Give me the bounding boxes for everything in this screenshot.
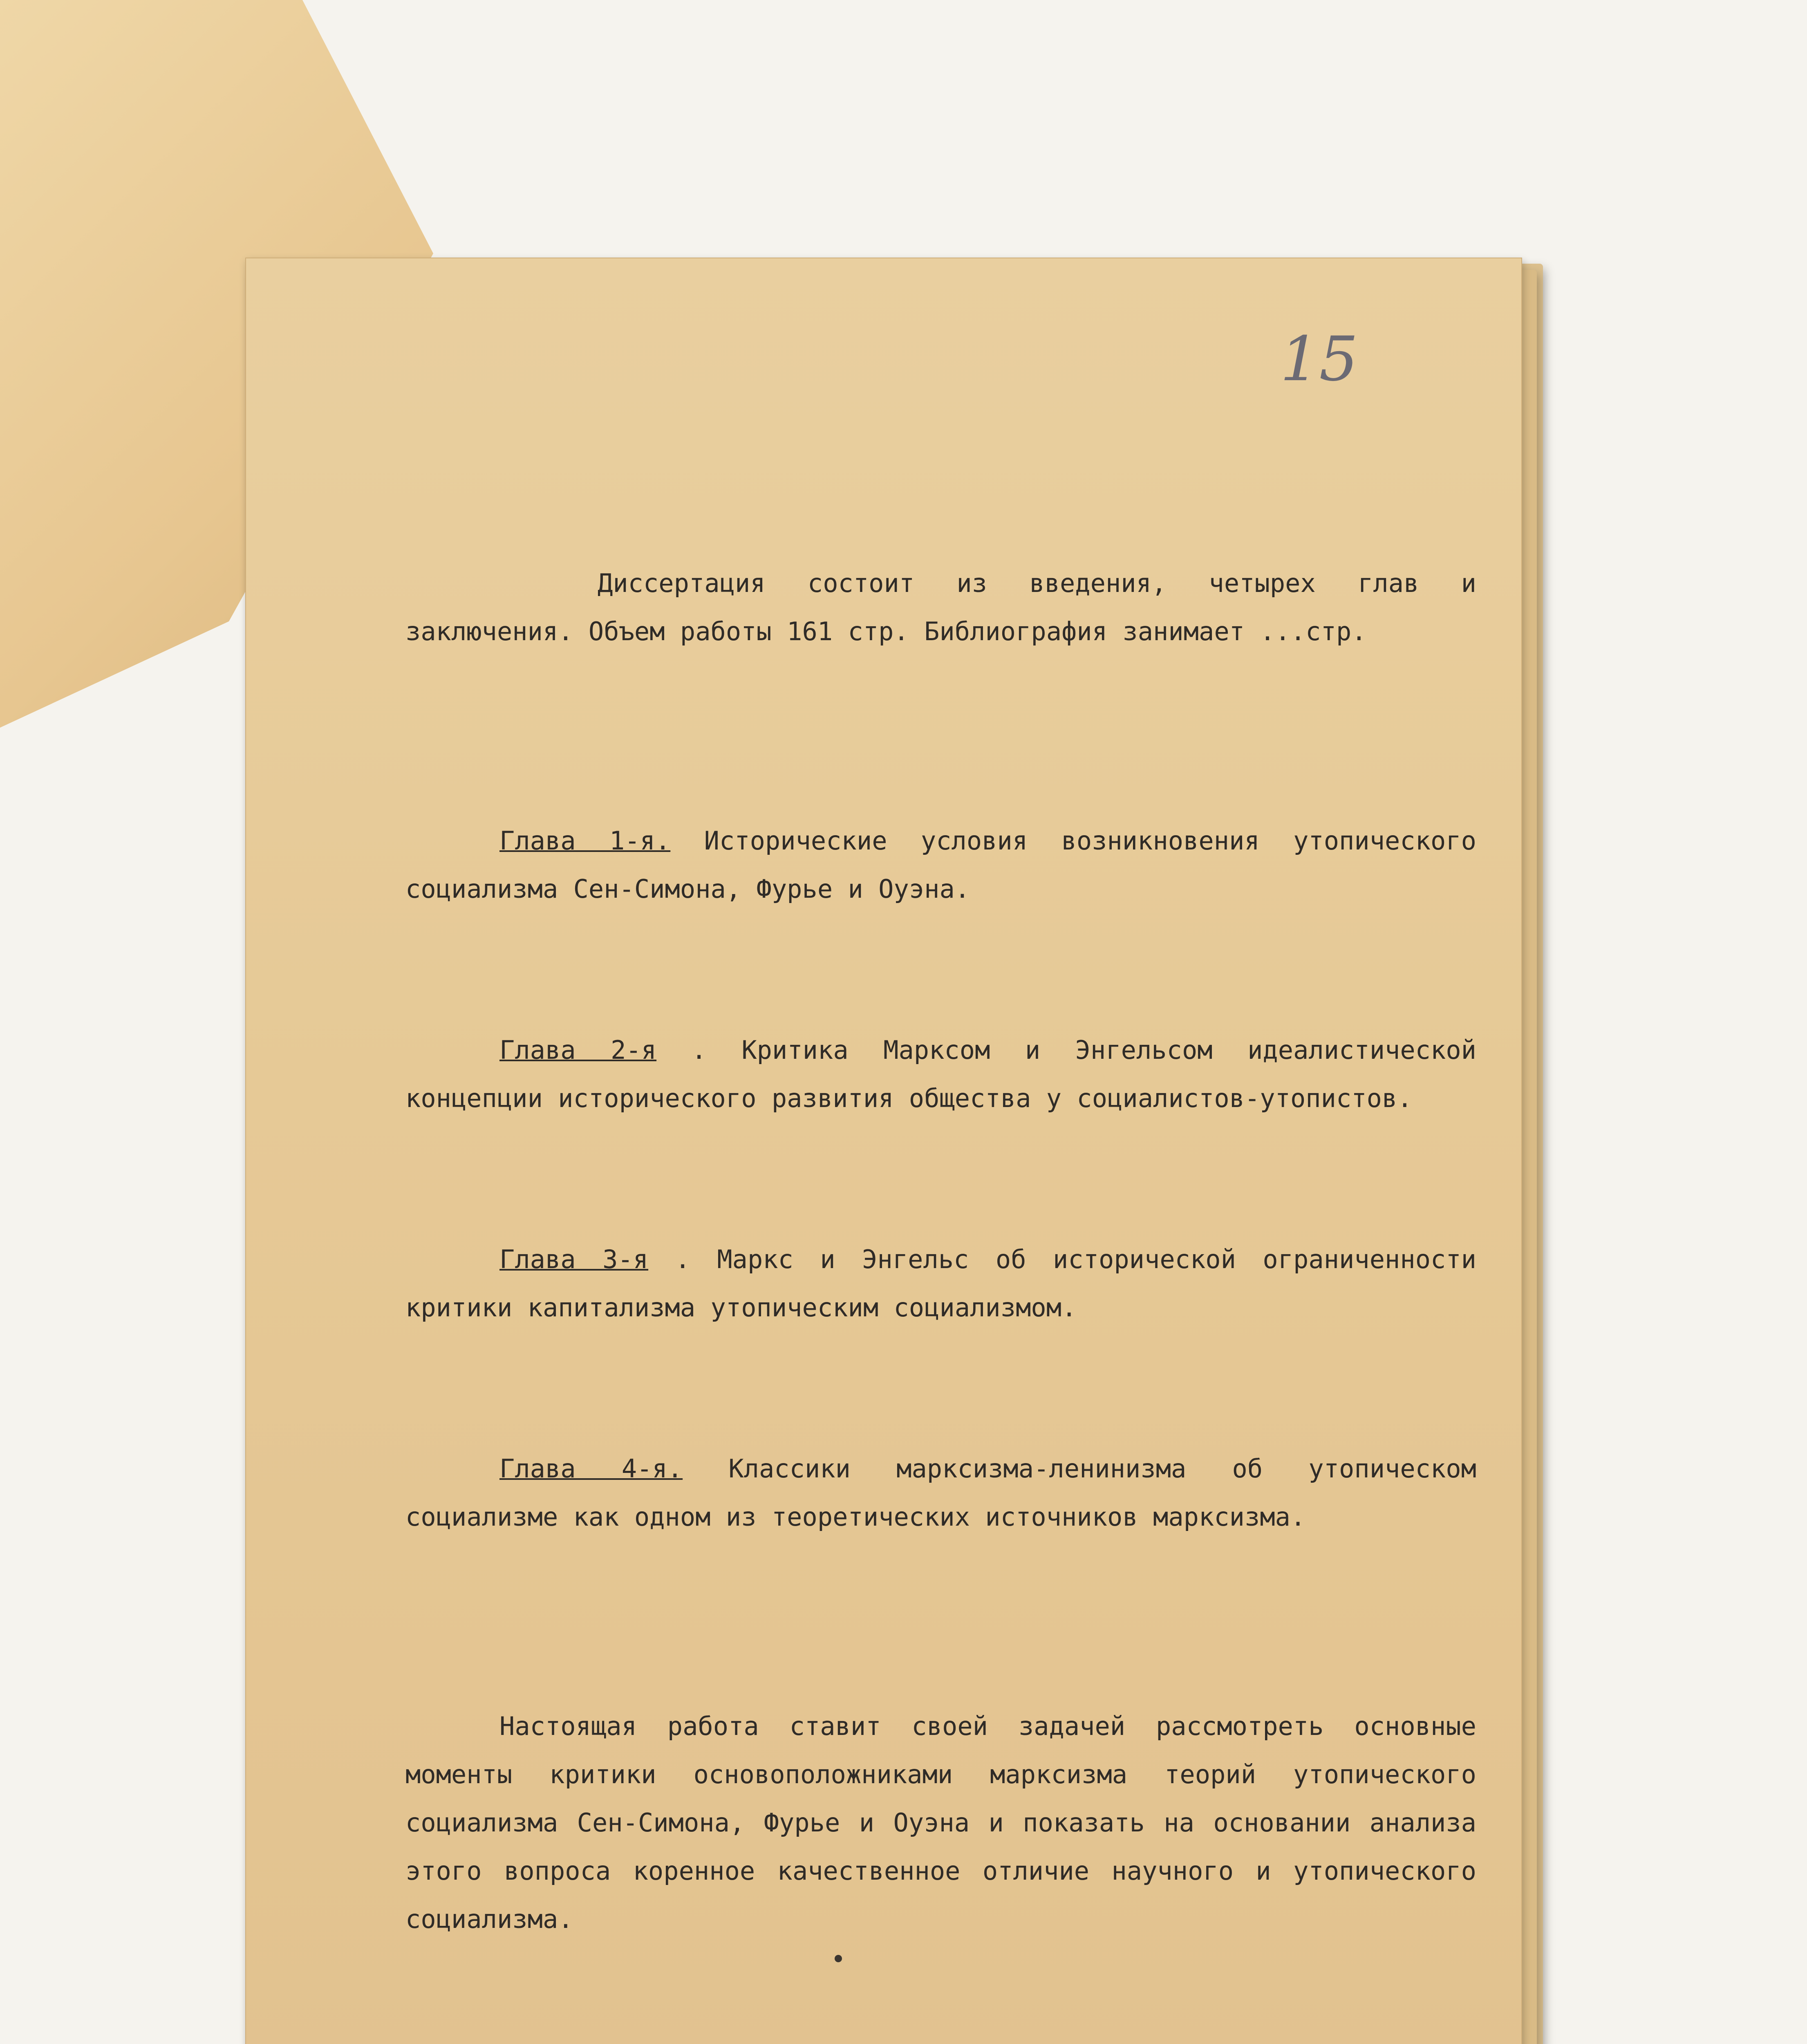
- chapter-title: . Критика Марксом и Энгельсом идеалистической концепции исторического развития общества у социалистов-утопистов.: [405, 1035, 1492, 1113]
- body-paragraph: Настоящая работа ставит своей задачей рассмотреть основные моменты критики основоположниками марксизма теорий утопического социализма Сен-Симона, Фурье и Оуэна и показать на основании анализа этого вопроса коренное качественное отличие научного и утопического социализма.: [405, 1711, 1492, 1934]
- chapter-label: Глава 3-я: [499, 1244, 649, 1274]
- chapter-label: Глава 1-я.: [499, 826, 671, 856]
- ink-dot: [835, 1955, 842, 1962]
- handwritten-page-number: 15: [1280, 324, 1358, 395]
- chapter-title: Классики марксизма-ленинизма об утопическом социализме как одном из теоретических источников марксизма.: [405, 1454, 1492, 1532]
- intro-paragraph: Диссертация состоит из введения, четырех глав и заключения. Объем работы 161 стр. Библиография занимает ...стр.: [405, 568, 1492, 646]
- typed-page: [245, 258, 1522, 2044]
- page-body: [405, 463, 1492, 2044]
- chapter-title: Исторические условия возникновения утопического социализма Сен-Симона, Фурье и Оуэна.: [405, 826, 1492, 904]
- chapter-2: [405, 1026, 1492, 1123]
- body-paragraph: [405, 2040, 1476, 2044]
- chapter-1: [405, 817, 1492, 913]
- chapter-label: Глава 2-я: [499, 1035, 657, 1065]
- chapter-label: Глава 4-я.: [499, 1454, 683, 1484]
- chapter-4: [405, 1445, 1492, 1541]
- chapter-3: [405, 1235, 1492, 1332]
- chapter-title: . Маркс и Энгельс об исторической ограниченности критики капитализма утопическим социализмом.: [405, 1244, 1492, 1322]
